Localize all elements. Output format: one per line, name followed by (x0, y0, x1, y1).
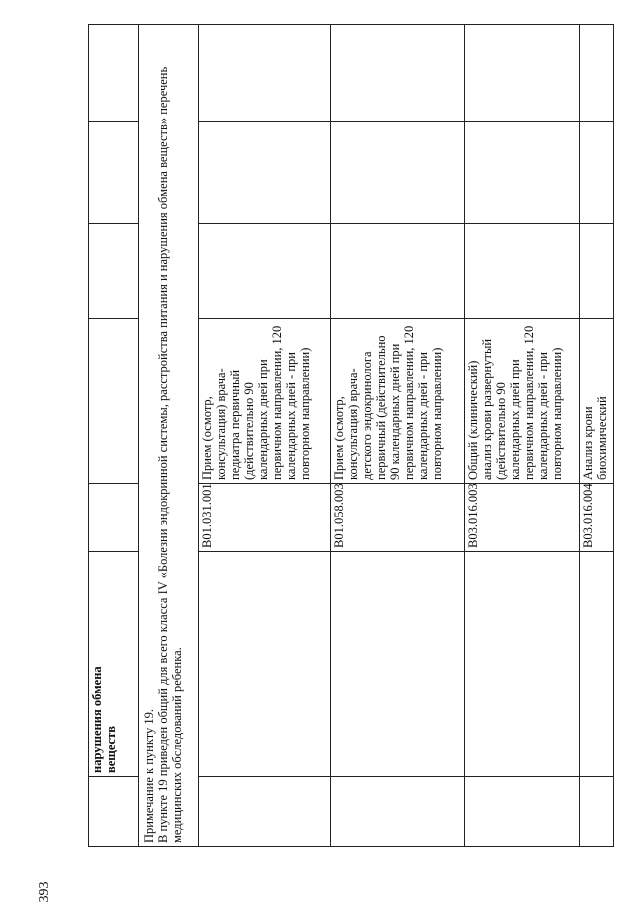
table-cell (465, 777, 580, 847)
service-name-line: Анализ крови (581, 406, 595, 480)
table-cell (199, 552, 331, 777)
service-name-line: детского эндокринолога (360, 351, 374, 480)
service-code: B01.058.003 (331, 484, 465, 552)
table-cell (199, 224, 331, 319)
table-cell (580, 224, 614, 319)
note-cell (139, 25, 199, 847)
note-line: медицинских обследований ребенка. (170, 647, 184, 843)
table-header-row (89, 25, 139, 847)
service-code: B03.016.004 (580, 484, 614, 552)
table-row (199, 25, 331, 847)
header-text-line: нарушения обмена (90, 666, 104, 773)
service-name-line: биохимический (595, 396, 609, 480)
service-name-line: педиатра первичный (228, 369, 242, 480)
table-cell (199, 122, 331, 224)
service-name-line: первичном направлении, 120 (270, 325, 284, 480)
table-cell (331, 777, 465, 847)
service-name-line: повторном направлении) (298, 347, 312, 480)
header-text-line: веществ (104, 726, 118, 773)
table-cell (580, 122, 614, 224)
service-name-line: календарных дней при (256, 359, 270, 480)
service-code: B01.031.001 (199, 484, 331, 552)
service-name-line: первичном направлении, 120 (522, 325, 536, 480)
service-name-line: анализ крови развернутый (480, 338, 494, 480)
table-cell (580, 25, 614, 122)
note-line: Примечание к пункту 19. (142, 708, 156, 843)
header-cell (89, 484, 139, 552)
service-name-line: календарных дней - при (536, 352, 550, 480)
services-table (88, 24, 614, 847)
table-cell (580, 552, 614, 777)
table-cell (331, 122, 465, 224)
service-name (199, 319, 331, 484)
service-name-line: первичный (действительно (374, 335, 388, 480)
table-cell (199, 25, 331, 122)
table-row (331, 25, 465, 847)
rotated-page-content (88, 25, 608, 847)
table-cell (465, 224, 580, 319)
table-cell (331, 552, 465, 777)
table-cell (580, 777, 614, 847)
service-name-line: повторном направлении) (430, 347, 444, 480)
table-row (580, 25, 614, 847)
header-cell-disease-class (89, 552, 139, 777)
service-name-line: повторном направлении) (550, 347, 564, 480)
service-name-line: Прием (осмотр, (200, 396, 214, 480)
service-name-line: Прием (осмотр, (332, 396, 346, 480)
table-cell (465, 25, 580, 122)
table-cell (199, 777, 331, 847)
service-name-line: первичном направлении, 120 (402, 325, 416, 480)
header-cell (89, 224, 139, 319)
table-cell (465, 552, 580, 777)
service-code: B03.016.003 (465, 484, 580, 552)
table-row (465, 25, 580, 847)
service-name-line: календарных дней при (508, 359, 522, 480)
table-note-row (139, 25, 199, 847)
table-cell (465, 122, 580, 224)
service-name-line: календарных дней - при (416, 352, 430, 480)
service-name (331, 319, 465, 484)
service-name-line: (действительно 90 (242, 382, 256, 480)
table-cell (331, 224, 465, 319)
page-number-wrap (30, 442, 60, 903)
service-name (580, 319, 614, 484)
service-name-line: календарных дней - при (284, 352, 298, 480)
service-name-line: (действительно 90 (494, 382, 508, 480)
service-name-line: 90 календарных дней при (388, 343, 402, 480)
service-name (465, 319, 580, 484)
header-cell (89, 319, 139, 484)
table-cell (331, 25, 465, 122)
note-line: В пункте 19 приведен общий для всего класса IV «Болезни эндокринной системы, расстройства питания и нарушения обмена веществ» перечень (156, 66, 170, 843)
header-cell (89, 122, 139, 224)
service-name-line: консультация) врача- (214, 368, 228, 480)
service-name-line: консультация) врача- (346, 368, 360, 480)
page-number: 393 (37, 881, 52, 903)
service-name-line: Общий (клинический) (466, 360, 480, 480)
header-cell (89, 25, 139, 122)
header-cell-empty (89, 777, 139, 847)
